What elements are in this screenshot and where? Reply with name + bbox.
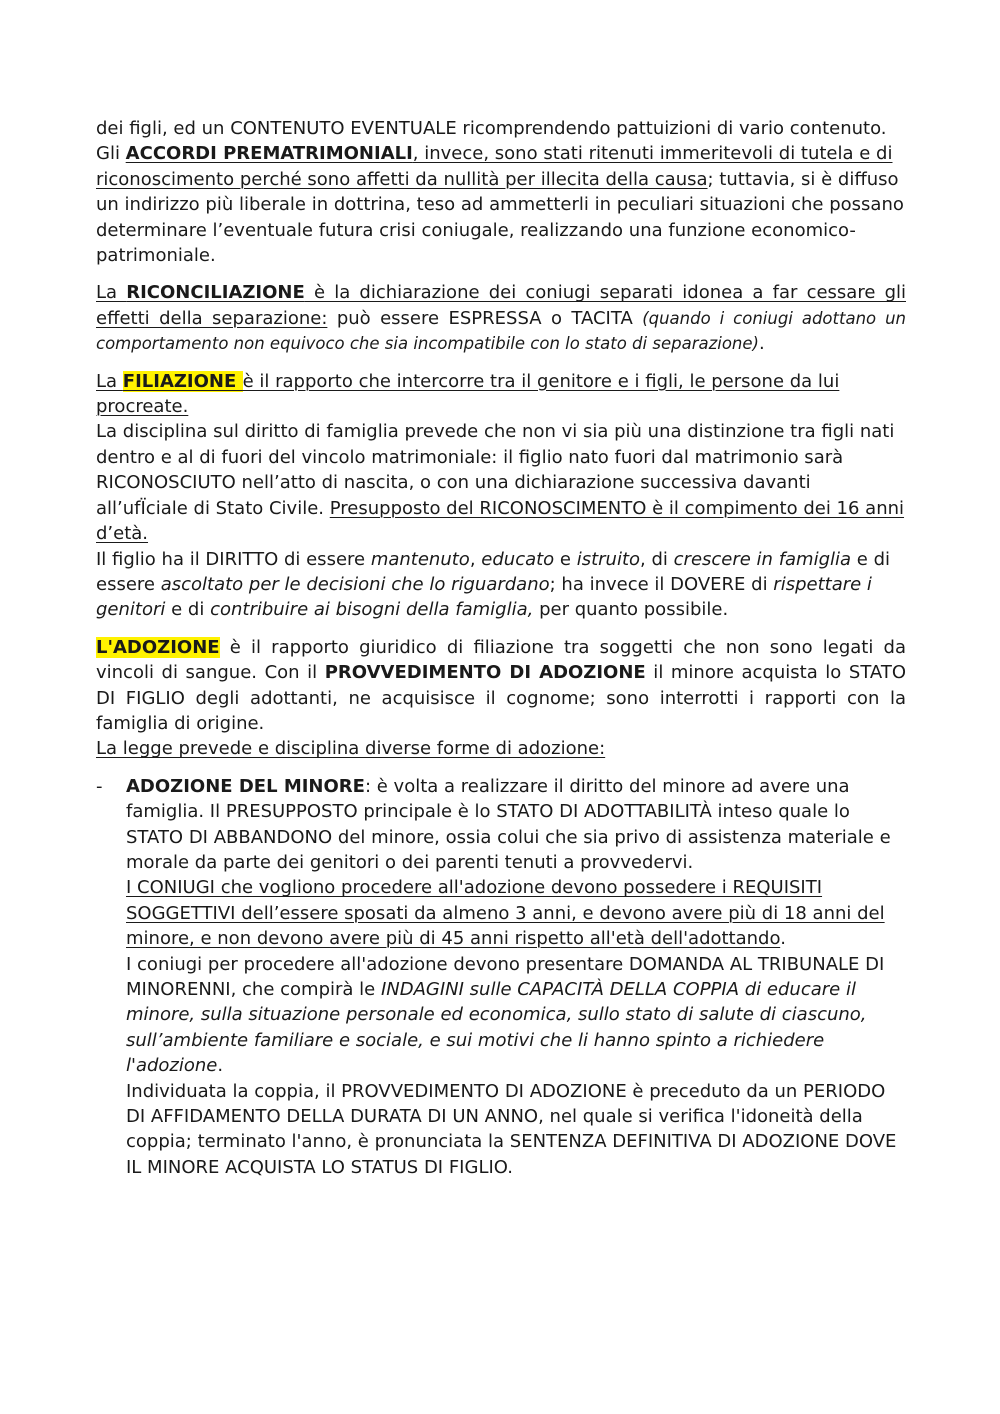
text-span: dei figli, ed un CONTENUTO EVENTUALE ricomprendendo pattuizioni di vario contenuto. (96, 118, 887, 139)
text-span: e di (165, 599, 211, 621)
text-span: ; tuttavia, si è diffuso un indirizzo più liberale in dottrina, teso ad ammetterli in peculiari situazioni che possano determinare l’eventuale futura crisi coniugale, realizzando una funzione economico-patrimoniale. (96, 168, 904, 267)
text-span: INDAGINI sulle CAPACITÀ DELLA COPPIA di educare il minore, sulla situazione personale ed economica, sullo stato di salute di ciascuno, sull’ambiente familiare e sociale, e sui motivi che li hanno spinto a richiedere l'adozione (126, 979, 867, 1077)
text-span: La legge prevede e disciplina diverse forme di adozione: (96, 738, 606, 760)
paragraph-forme-adozione (96, 736, 906, 761)
paragraph-accordi-prematrimoniali (96, 141, 906, 268)
text-span: Gli (96, 143, 126, 165)
text-span: ; ha invece il DOVERE di (549, 573, 774, 595)
text-span: è il rapporto giuridico di filiazione tra soggetti che non sono legati da vincoli di sangue. Con il (96, 636, 906, 684)
term-adozione-minore: ADOZIONE DEL MINORE (126, 775, 365, 797)
text-span: crescere in famiglia (673, 548, 852, 570)
paragraph-adozione (96, 635, 906, 737)
text-span: e di essere (96, 548, 891, 595)
paragraph-riconciliazione (96, 280, 906, 356)
text-span: La disciplina sul diritto di famiglia prevede che non vi sia più una distinzione tra figli nati dentro e al di fuori del vincolo matrimoniale: il figlio nato fuori dal matrimonio sarà RICONOSCIUTO nell’atto di nascita, o con una dichiarazione successiva davanti all’ufÏciale di Stato Civile. (96, 421, 895, 519)
text-span: : è volta a realizzare il diritto del minore ad avere una famiglia. Il PRESUPPOSTO principale è lo STATO DI ADOTTABILITÀ inteso quale lo STATO DI ABBANDONO del minore, ossia colui che sia privo di assistenza materiale e morale da parte dei genitori o dei parenti tenuti a provvedervi. (126, 775, 891, 873)
list-paragraph (126, 875, 906, 951)
list-item-adozione-minore (96, 774, 906, 1181)
term-filiazione: FILIAZIONE (122, 370, 243, 392)
text-span: mantenuto (370, 548, 470, 570)
text-span: Presupposto del RICONOSCIMENTO è il compimento dei 16 anni d’età. (96, 497, 905, 545)
list-bullet: - (96, 775, 103, 797)
text-span: . (780, 928, 786, 950)
list-paragraph (126, 774, 906, 876)
paragraph-contenuto-eventuale (96, 116, 906, 141)
text-span: ascoltato per le decisioni che lo riguardano (160, 573, 550, 595)
text-span: educato (481, 548, 555, 570)
text-span: contribuire ai bisogni della famiglia, (210, 599, 534, 621)
text-span: può essere ESPRESSA o TACITA (327, 307, 643, 329)
text-span: . (758, 333, 765, 355)
text-span: , di (640, 548, 674, 570)
paragraph-diritti-doveri (96, 547, 906, 623)
text-span: istruito (576, 548, 641, 570)
text-span: Individuata la coppia, il PROVVEDIMENTO DI ADOZIONE è preceduto da un PERIODO DI AFFIDAMENTO DELLA DURATA DI UN ANNO, nel quale si verifica l'idoneità della coppia; terminato l'anno, è pronunciata la SENTENZA DEFINITIVA DI ADOZIONE DOVE IL MINORE ACQUISTA LO STATUS DI FIGLIO. (126, 1080, 897, 1178)
text-span: La (96, 370, 123, 392)
text-span: è il rapporto che intercorre tra il genitore e i figli, le persone da lui procreate. (96, 370, 840, 418)
text-span: è la dichiarazione dei coniugi separati idonea a far cessare gli effetti della separazione: (96, 282, 906, 329)
text-span: Il figlio ha il DIRITTO di essere (96, 548, 371, 570)
paragraph-filiazione (96, 369, 906, 420)
list-paragraph (126, 1079, 906, 1181)
term-provvedimento: PROVVEDIMENTO DI ADOZIONE (324, 662, 646, 684)
term-riconciliazione: RICONCILIAZIONE (126, 282, 305, 304)
italic-note: (quando i coniugi adottano un comportamento non equivoco che sia incompatibile con lo stato di separazione) (96, 308, 906, 354)
text-span: rispettare i genitori (96, 573, 872, 621)
list-paragraph (126, 952, 906, 1079)
term-accordi-prematrimoniali: ACCORDI PREMATRIMONIALI (125, 143, 413, 165)
text-span: , (469, 548, 482, 570)
text-span: I coniugi per procedere all'adozione devono presentare DOMANDA AL TRIBUNALE DI MINORENNI, che compirà le (126, 953, 885, 1000)
text-span: I CONIUGI che vogliono procedere all'adozione devono possedere i REQUISITI SOGGETTIVI dell’essere sposati da almeno 3 anni, e devono avere più di 18 anni del minore, e non devono avere più di 45 anni rispetto all'età dell'adottando (126, 877, 885, 950)
text-span: il minore acquista lo STATO DI FIGLIO degli adottanti, ne acquisisce il cognome; sono interrotti i rapporti con la famiglia di origine. (96, 662, 907, 734)
document-page (96, 116, 906, 1180)
term-adozione: L'ADOZIONE (96, 636, 220, 658)
text-span: . (217, 1055, 224, 1077)
paragraph-disciplina (96, 419, 906, 546)
text-span: , invece, sono stati ritenuti immeritevoli di tutela e di riconoscimento perché sono affetti da nullità per illecita della causa (96, 143, 893, 190)
text-span: La (96, 282, 127, 304)
text-span: e (554, 548, 577, 570)
text-span: per quanto possibile. (533, 599, 729, 621)
